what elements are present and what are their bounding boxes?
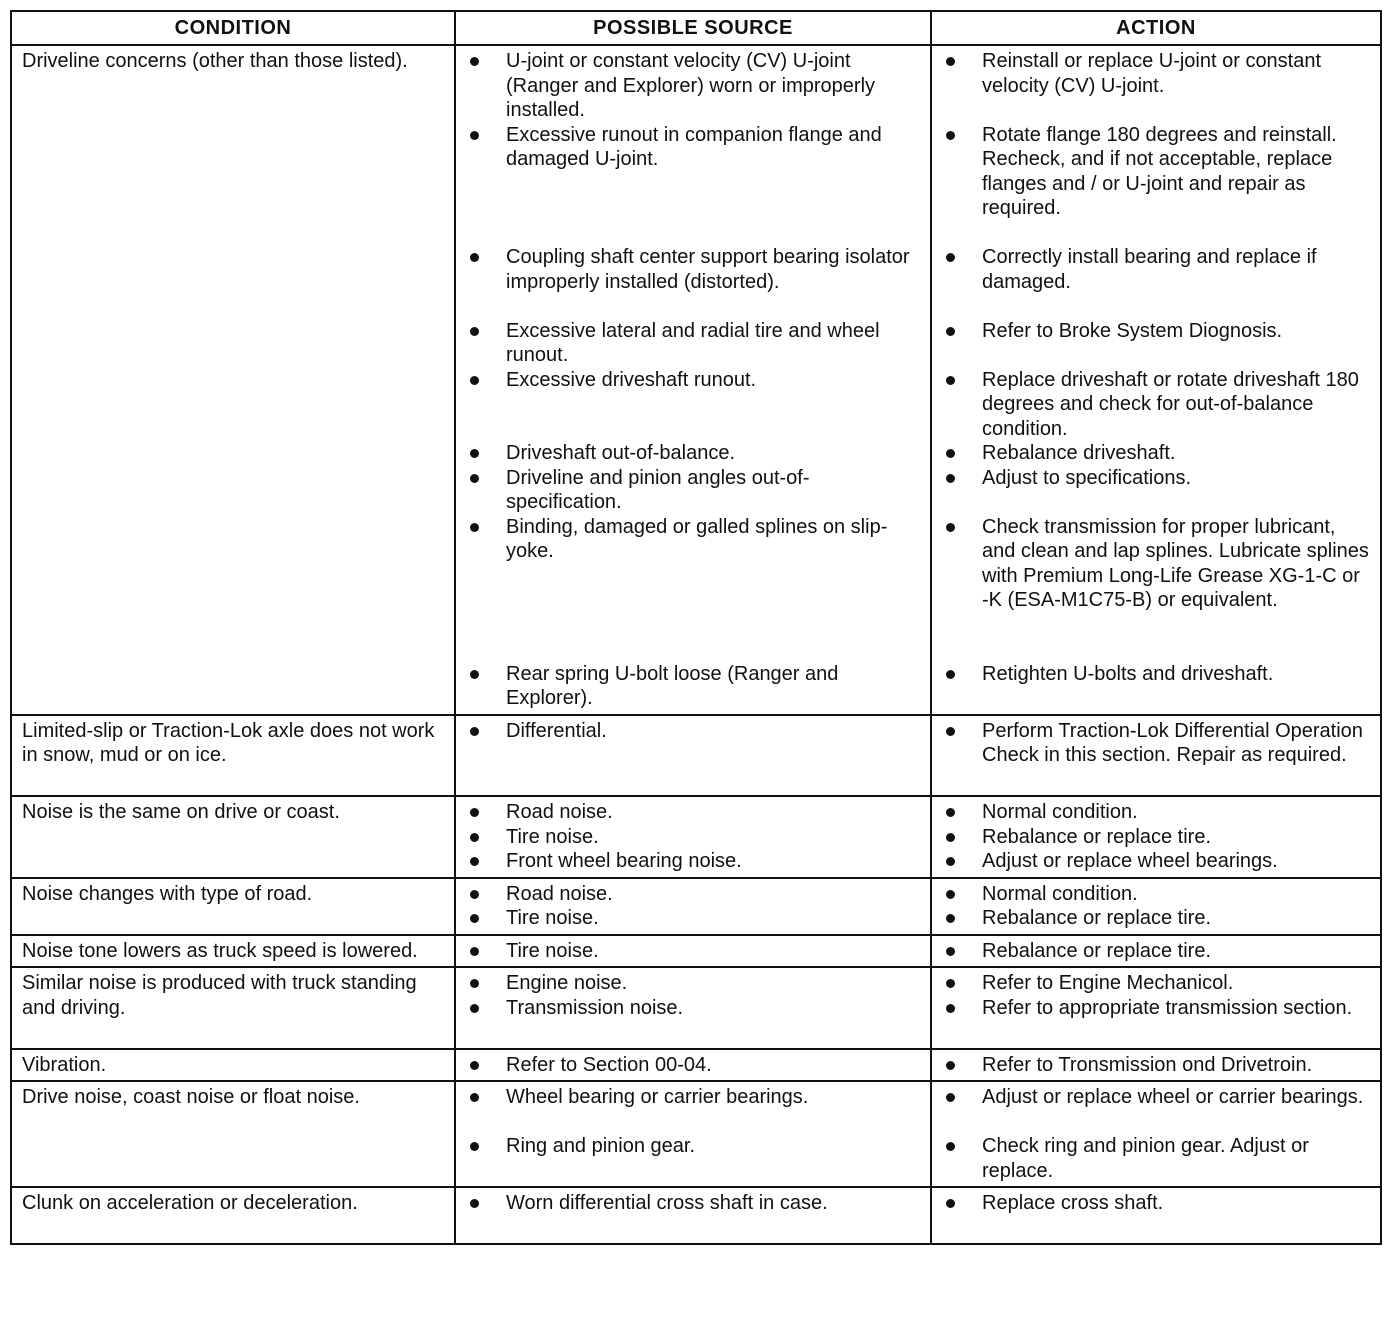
action-list [942, 882, 1372, 931]
action-text: Refer to Engine Mechanicol. [982, 972, 1234, 994]
bullet-icon [470, 1142, 479, 1151]
source-text: Binding, damaged or galled splines on slip-yoke. [506, 515, 888, 562]
action-cell [931, 878, 1381, 935]
list-item [942, 971, 1372, 996]
action-list [942, 1191, 1372, 1240]
header-row [11, 11, 1381, 45]
source-text: Coupling shaft center support bearing isolator improperly installed (distorted). [506, 246, 910, 293]
source-text: Tire noise. [506, 939, 599, 962]
bullet-icon [946, 523, 955, 532]
action-text: Normal condition. [982, 882, 1138, 905]
list-item [942, 719, 1372, 793]
condition-cell: Limited-slip or Traction-Lok axle does not work in snow, mud or on ice. [11, 715, 455, 797]
list-item [942, 800, 1372, 825]
list-item [466, 319, 922, 368]
action-text: Adjust or replace wheel bearings. [982, 850, 1278, 872]
source-text: Ring and pinion gear. [506, 1135, 696, 1157]
list-item [466, 719, 922, 793]
list-item [942, 1191, 1372, 1240]
possible-source-cell [455, 1187, 931, 1244]
action-cell [931, 1187, 1381, 1244]
bullet-icon [946, 727, 955, 736]
list-item [466, 996, 922, 1045]
action-list [942, 939, 1372, 964]
source-text: Driveline and pinion angles out-of-specification. [506, 466, 810, 513]
action-text: Correctly install bearing and replace if damaged. [982, 246, 1317, 293]
bullet-icon [946, 979, 955, 988]
bullet-icon [470, 1199, 479, 1208]
source-list [466, 1085, 922, 1183]
bullet-icon [470, 979, 479, 988]
list-item [466, 1134, 922, 1183]
condition-cell: Driveline concerns (other than those listed). [11, 45, 455, 715]
list-item [466, 1191, 922, 1240]
action-text: Check ring and pinion gear. Adjust or replace. [982, 1135, 1309, 1182]
list-item [466, 906, 922, 931]
bullet-icon [470, 1061, 479, 1070]
bullet-icon [946, 890, 955, 899]
bullet-icon [946, 131, 955, 140]
action-text: Refer to appropriate transmission section. [982, 996, 1353, 1019]
source-text: Excessive lateral and radial tire and wheel runout. [506, 319, 880, 366]
source-text: Tire noise. [506, 825, 599, 848]
bullet-icon [470, 327, 479, 336]
list-item [942, 1134, 1372, 1183]
bullet-icon [946, 1142, 955, 1151]
bullet-icon [946, 857, 955, 866]
action-cell [931, 715, 1381, 797]
action-list [942, 800, 1372, 874]
action-cell [931, 796, 1381, 878]
action-cell [931, 935, 1381, 968]
bullet-icon [946, 1004, 955, 1013]
bullet-icon [946, 253, 955, 262]
action-text: Reinstall or replace U-joint or constant velocity (CV) U-joint. [982, 50, 1322, 97]
action-cell [931, 967, 1381, 1049]
action-text: Normal condition. [982, 801, 1138, 823]
action-text: Rotate flange 180 degrees and reinstall. Recheck, and if not acceptable, replace flanges and / or U-joint and repair as required. [982, 123, 1337, 219]
table-row [11, 878, 1381, 935]
bullet-icon [470, 253, 479, 262]
bullet-icon [946, 57, 955, 66]
list-item [942, 939, 1372, 964]
list-item [942, 849, 1372, 874]
source-text: Refer to Section 00-04. [506, 1053, 712, 1076]
possible-source-cell [455, 1049, 931, 1082]
source-list [466, 882, 922, 931]
bullet-icon [946, 914, 955, 923]
bullet-icon [470, 857, 479, 866]
list-item [942, 466, 1372, 515]
source-text: Driveshaft out-of-balance. [506, 442, 736, 464]
list-item [466, 1085, 922, 1134]
bullet-icon [470, 808, 479, 817]
condition-cell: Drive noise, coast noise or float noise. [11, 1081, 455, 1187]
source-list [466, 800, 922, 874]
action-text: Check transmission for proper lubricant, and clean and lap splines. Lubricate splines with Premium Long-Life Grease XG-1-C or -K (ESA-M1C75-B) or equivalent. [982, 515, 1369, 611]
list-item [942, 515, 1372, 662]
source-text: Wheel bearing or carrier bearings. [506, 1086, 809, 1108]
action-cell [931, 1081, 1381, 1187]
list-item [942, 245, 1372, 319]
bullet-icon [470, 449, 479, 458]
list-item [466, 849, 922, 874]
bullet-icon [470, 833, 479, 842]
source-text: Front wheel bearing noise. [506, 850, 742, 872]
possible-source-cell [455, 715, 931, 797]
possible-source-cell [455, 935, 931, 968]
bullet-icon [946, 1061, 955, 1070]
list-item [942, 319, 1372, 368]
list-item [466, 245, 922, 319]
action-text: Adjust or replace wheel or carrier bearings. [982, 1086, 1364, 1108]
bullet-icon [946, 449, 955, 458]
list-item [942, 1085, 1372, 1134]
possible-source-cell [455, 1081, 931, 1187]
diagnosis-sheet [10, 10, 1380, 1245]
action-text: Retighten U-bolts and driveshaft. [982, 662, 1274, 685]
header-action: ACTION [931, 11, 1381, 45]
bullet-icon [470, 670, 479, 679]
source-list [466, 719, 922, 793]
action-list [942, 1053, 1372, 1078]
bullet-icon [470, 727, 479, 736]
bullet-icon [470, 890, 479, 899]
list-item [942, 1053, 1372, 1078]
action-text: Replace driveshaft or rotate driveshaft 180 degrees and check for out-of-balance condition. [982, 368, 1359, 440]
source-text: Rear spring U-bolt loose (Ranger and Explorer). [506, 662, 839, 709]
list-item [466, 1053, 922, 1078]
bullet-icon [946, 1093, 955, 1102]
action-cell [931, 45, 1381, 715]
bullet-icon [470, 947, 479, 956]
source-text: Excessive driveshaft runout. [506, 368, 757, 391]
condition-cell: Similar noise is produced with truck standing and driving. [11, 967, 455, 1049]
bullet-icon [470, 131, 479, 140]
action-list [942, 719, 1372, 793]
action-text: Rebalance or replace tire. [982, 907, 1212, 929]
bullet-icon [470, 1004, 479, 1013]
action-text: Rebalance or replace tire. [982, 825, 1212, 848]
source-list [466, 1191, 922, 1240]
table-row [11, 935, 1381, 968]
action-text: Refer to Broke System Diognosis. [982, 319, 1283, 342]
list-item [466, 825, 922, 850]
table-row [11, 715, 1381, 797]
bullet-icon [470, 376, 479, 385]
list-item [466, 466, 922, 515]
bullet-icon [946, 1199, 955, 1208]
list-item [466, 939, 922, 964]
bullet-icon [946, 327, 955, 336]
list-item [466, 662, 922, 711]
action-text: Adjust to specifications. [982, 466, 1191, 489]
condition-cell: Vibration. [11, 1049, 455, 1082]
action-cell [931, 1049, 1381, 1082]
table-body [11, 45, 1381, 1244]
source-text: Tire noise. [506, 907, 599, 929]
list-item [942, 368, 1372, 442]
bullet-icon [946, 474, 955, 483]
bullet-icon [470, 1093, 479, 1102]
list-item [942, 662, 1372, 711]
source-text: Differential. [506, 719, 607, 742]
list-item [942, 49, 1372, 123]
source-text: Worn differential cross shaft in case. [506, 1192, 828, 1214]
action-text: Perform Traction-Lok Differential Operation Check in this section. Repair as required. [982, 719, 1363, 766]
list-item [466, 882, 922, 907]
bullet-icon [946, 833, 955, 842]
action-list [942, 971, 1372, 1045]
action-list [942, 49, 1372, 711]
table-row [11, 967, 1381, 1049]
table-row [11, 796, 1381, 878]
table-row [11, 1081, 1381, 1187]
action-text: Refer to Tronsmission ond Drivetroin. [982, 1053, 1313, 1076]
bullet-icon [946, 808, 955, 817]
list-item [466, 971, 922, 996]
header-condition: CONDITION [11, 11, 455, 45]
source-text: Engine noise. [506, 972, 628, 994]
header-possible-source: POSSIBLE SOURCE [455, 11, 931, 45]
source-text: U-joint or constant velocity (CV) U-joint (Ranger and Explorer) worn or improperly installed. [506, 50, 876, 121]
list-item [466, 800, 922, 825]
action-text: Rebalance or replace tire. [982, 939, 1212, 962]
list-item [466, 515, 922, 662]
possible-source-cell [455, 796, 931, 878]
action-text: Rebalance driveshaft. [982, 442, 1176, 464]
condition-cell: Noise changes with type of road. [11, 878, 455, 935]
list-item [466, 49, 922, 123]
source-text: Road noise. [506, 801, 613, 823]
source-text: Transmission noise. [506, 996, 684, 1019]
bullet-icon [470, 914, 479, 923]
list-item [942, 441, 1372, 466]
condition-cell: Noise tone lowers as truck speed is lowered. [11, 935, 455, 968]
source-text: Road noise. [506, 882, 613, 905]
bullet-icon [946, 376, 955, 385]
list-item [942, 906, 1372, 931]
list-item [942, 123, 1372, 246]
source-list [466, 939, 922, 964]
diagnosis-table [10, 10, 1382, 1245]
list-item [942, 882, 1372, 907]
list-item [466, 368, 922, 442]
bullet-icon [946, 947, 955, 956]
condition-cell: Clunk on acceleration or deceleration. [11, 1187, 455, 1244]
source-text: Excessive runout in companion flange and damaged U-joint. [506, 123, 882, 170]
source-list [466, 971, 922, 1045]
bullet-icon [470, 57, 479, 66]
list-item [942, 996, 1372, 1045]
bullet-icon [946, 670, 955, 679]
source-list [466, 49, 922, 711]
possible-source-cell [455, 967, 931, 1049]
condition-cell: Noise is the same on drive or coast. [11, 796, 455, 878]
list-item [466, 123, 922, 246]
list-item [942, 825, 1372, 850]
possible-source-cell [455, 45, 931, 715]
table-row [11, 1049, 1381, 1082]
source-list [466, 1053, 922, 1078]
list-item [466, 441, 922, 466]
bullet-icon [470, 523, 479, 532]
bullet-icon [470, 474, 479, 483]
table-row [11, 1187, 1381, 1244]
possible-source-cell [455, 878, 931, 935]
action-list [942, 1085, 1372, 1183]
action-text: Replace cross shaft. [982, 1192, 1164, 1214]
table-row [11, 45, 1381, 715]
